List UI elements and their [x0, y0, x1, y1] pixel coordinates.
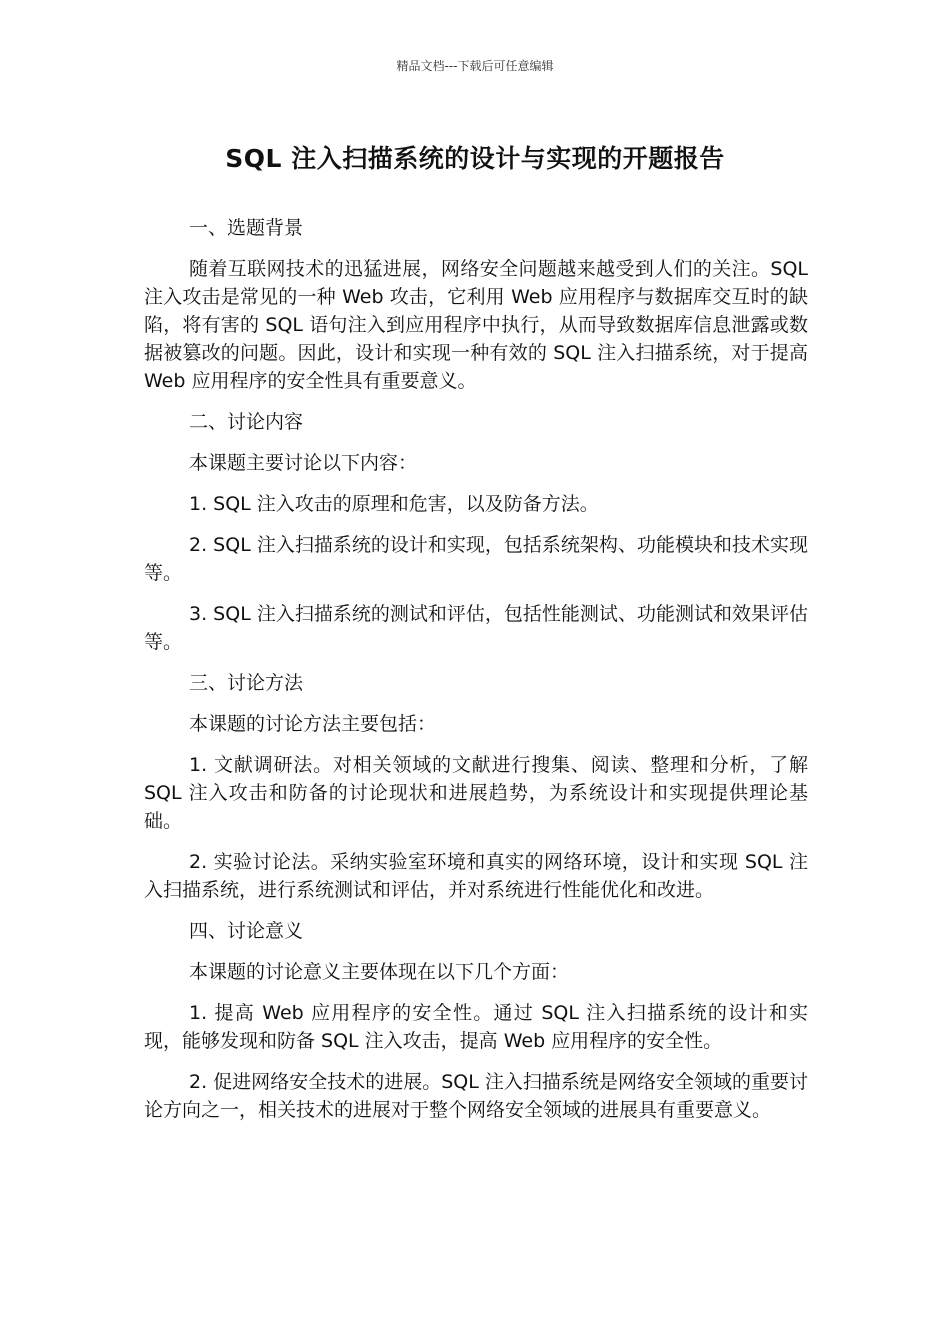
- list-item-significance-2: 2. 促进网络安全技术的进展。SQL 注入扫描系统是网络安全领域的重要讨论方向之一，相关技术的进展对于整个网络安全领域的进展具有重要意义。: [144, 1071, 808, 1121]
- list-item-significance-1: 1. 提高 Web 应用程序的安全性。通过 SQL 注入扫描系统的设计和实现，能够发现和防备 SQL 注入攻击，提高 Web 应用程序的安全性。: [144, 1002, 808, 1052]
- list-item-content-2: 2. SQL 注入扫描系统的设计和实现，包括系统架构、功能模块和技术实现等。: [144, 534, 808, 584]
- paragraph-content-intro: 本课题主要讨论以下内容：: [189, 452, 418, 474]
- paragraph-methods-intro: 本课题的讨论方法主要包括：: [189, 713, 437, 735]
- header-note: 精品文档---下载后可任意编辑: [396, 59, 554, 73]
- section-heading-background: 一、选题背景: [189, 217, 304, 239]
- section-heading-significance: 四、讨论意义: [189, 920, 304, 942]
- paragraph-significance-intro: 本课题的讨论意义主要体现在以下几个方面：: [189, 961, 570, 983]
- section-heading-content: 二、讨论内容: [189, 411, 304, 433]
- document-body: [144, 214, 808, 1137]
- list-item-content-3: 3. SQL 注入扫描系统的测试和评估，包括性能测试、功能测试和效果评估等。: [144, 603, 808, 653]
- list-item-content-1: 1. SQL 注入攻击的原理和危害，以及防备方法。: [189, 493, 599, 515]
- section-heading-methods: 三、讨论方法: [189, 672, 304, 694]
- paragraph-background: 随着互联网技术的迅猛进展，网络安全问题越来越受到人们的关注。SQL 注入攻击是常见的一种 Web 攻击，它利用 Web 应用程序与数据库交互时的缺陷，将有害的 SQL 语句注入到应用程序中执行，从而导致数据库信息泄露或数据被篡改的问题。因此，设计和实现一种有效的 SQL 注入扫描系统，对于提高 Web 应用程序的安全性具有重要意义。: [144, 258, 808, 392]
- list-item-methods-1: 1. 文献调研法。对相关领域的文献进行搜集、阅读、整理和分析，了解 SQL 注入攻击和防备的讨论现状和进展趋势，为系统设计和实现提供理论基础。: [144, 754, 808, 832]
- document-title: SQL 注入扫描系统的设计与实现的开题报告: [225, 144, 725, 173]
- list-item-methods-2: 2. 实验讨论法。采纳实验室环境和真实的网络环境，设计和实现 SQL 注入扫描系统，进行系统测试和评估，并对系统进行性能优化和改进。: [144, 851, 808, 901]
